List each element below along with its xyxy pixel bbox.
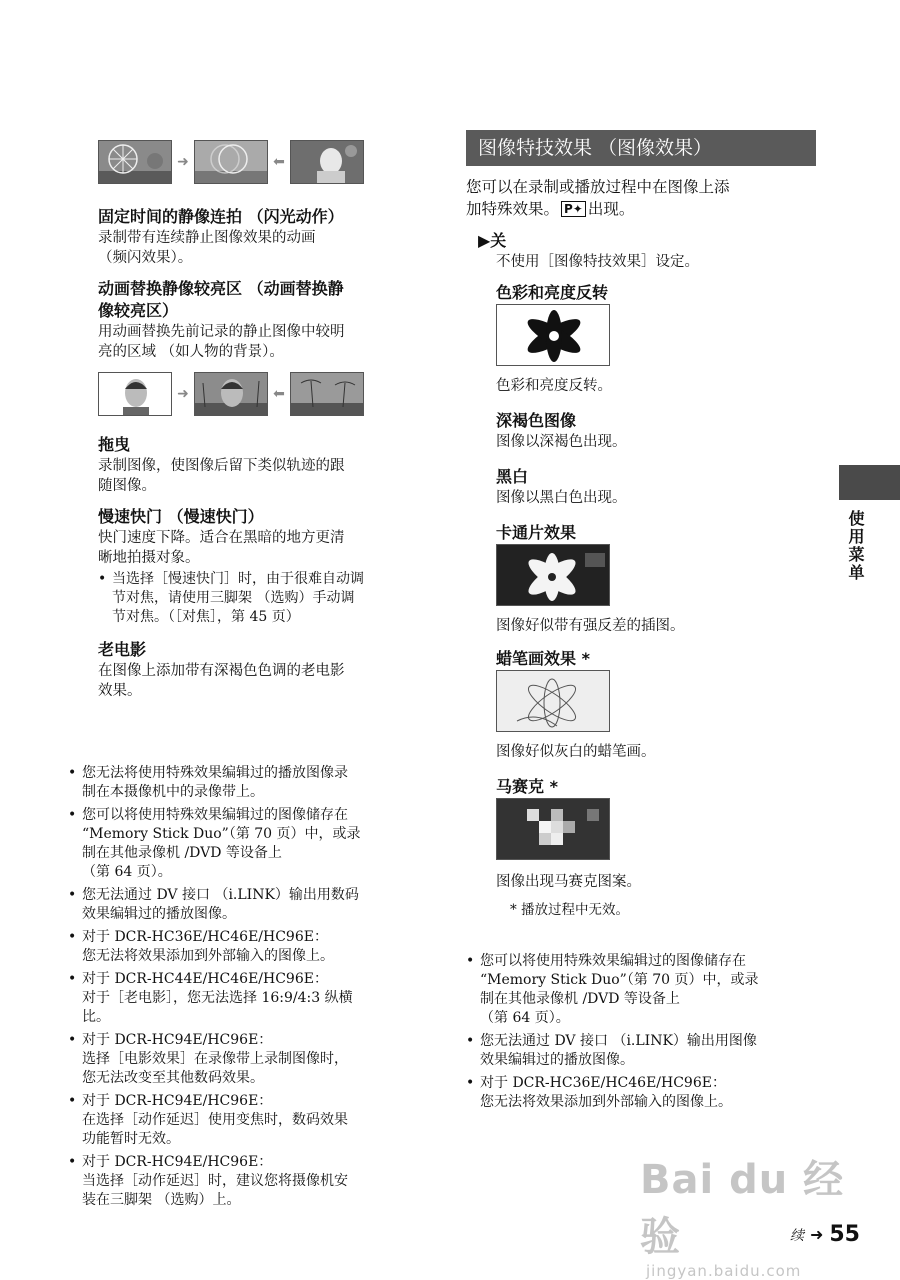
note-item [68, 806, 428, 882]
strobe-desc-line-1: 录制带有连续静止图像效果的动画 [98, 230, 316, 246]
right-notes [466, 952, 826, 1112]
note-line: 您无法将效果添加到外部输入的图像上。 [480, 1094, 732, 1110]
slow-shutter-note [98, 570, 428, 627]
left-column [98, 140, 428, 701]
note-item [68, 1092, 428, 1149]
note-line: • 您可以将使用特殊效果编辑过的图像储存在 [480, 953, 746, 969]
strobe-desc-line-2: （频闪效果）。 [98, 250, 193, 266]
strobe-title: 固定时间的静像连拍 （闪光动作） [98, 207, 344, 226]
intro-line-1: 您可以在录制或播放过程中在图像上添 [466, 178, 730, 196]
lumi-title-line-2: 像较亮区） [98, 301, 179, 320]
note-line: 节对焦，请使用三脚架 （选购）手动调 [112, 590, 355, 606]
solarize-desc: 图像好似带有强反差的插图。 [496, 618, 685, 634]
note-item [466, 1074, 826, 1112]
note-line: • 对于 DCR-HC36E/HC46E/HC96E： [82, 929, 328, 945]
trail-desc-line-2: 随图像。 [98, 478, 156, 494]
strobe-image-strip [98, 140, 428, 184]
lumi-image-strip [98, 372, 428, 416]
note-item [68, 764, 428, 802]
note-line: 制在本摄像机中的录像带上。 [82, 784, 264, 800]
off-label: ▶关 [478, 231, 507, 250]
note-line: 比。 [82, 1009, 110, 1025]
mosaic-image [496, 798, 610, 860]
note-line: 在选择［动作延迟］使用变焦时，数码效果 [82, 1112, 348, 1128]
note-item [466, 1032, 826, 1070]
trail-desc-line-1: 录制图像，使图像后留下类似轨迹的跟 [98, 458, 345, 474]
note-item [466, 952, 826, 1028]
note-line: 您无法将效果添加到外部输入的图像上。 [82, 948, 334, 964]
note-line: 效果编辑过的播放图像。 [82, 906, 236, 922]
intro-text-a: 加特殊效果。 [466, 200, 560, 218]
section-banner: 图像特技效果 （图像效果） [466, 130, 816, 166]
solarize-flower-image [496, 544, 610, 606]
note-line: • 您无法通过 DV 接口 （i.LINK）输出用数码 [82, 887, 359, 903]
trail-title: 拖曳 [98, 435, 131, 454]
side-tab-marker [839, 465, 900, 500]
lumi-desc-line-1: 用动画替换先前记录的静止图像中较明 [98, 324, 345, 340]
note-line: • 您无法将使用特殊效果编辑过的播放图像录 [82, 765, 348, 781]
sepia-title: 深褐色图像 [496, 411, 577, 430]
arrow-right-icon: ➜ [177, 154, 189, 170]
bw-title: 黑白 [496, 467, 529, 486]
solarize-title: 卡通片效果 [496, 523, 577, 542]
watermark-main: Bai du 经验 [640, 1157, 845, 1260]
note-line: • 对于 DCR-HC94E/HC96E： [82, 1093, 273, 1109]
old-movie-title: 老电影 [98, 640, 147, 659]
note-line: 制在其他录像机 /DVD 等设备上 [82, 845, 282, 861]
note-line: • 对于 DCR-HC36E/HC46E/HC96E： [480, 1075, 726, 1091]
mosaic-title: 马赛克 * [496, 777, 558, 796]
page-footer [790, 1222, 860, 1247]
off-desc: 不使用［图像特技效果］设定。 [496, 254, 699, 270]
beach-palm-image [290, 372, 364, 416]
sepia-desc: 图像以深褐色出现。 [496, 434, 627, 450]
note-line: • 您无法通过 DV 接口 （i.LINK）输出用图像 [480, 1033, 757, 1049]
watermark-sub: jingyan.baidu.com [646, 1262, 802, 1280]
note-line: “Memory Stick Duo”（第 70 页）中，或录 [82, 826, 361, 842]
man-beach-image [194, 372, 268, 416]
note-line: • 您可以将使用特殊效果编辑过的图像储存在 [82, 807, 348, 823]
lumi-title-line-1: 动画替换静像较亮区 （动画替换静 [98, 279, 344, 298]
note-item [68, 970, 428, 1027]
left-notes [68, 764, 428, 1210]
note-item [68, 1153, 428, 1210]
note-line: 功能暂时无效。 [82, 1131, 180, 1147]
note-line: 节对焦。（［对焦］，第 45 页） [112, 609, 300, 625]
old-movie-desc-line-2: 效果。 [98, 683, 142, 699]
man-portrait-image [98, 372, 172, 416]
arrow-left-icon: ⬅ [273, 154, 285, 170]
continued-label: 续 [789, 1227, 804, 1244]
note-line: • 对于 DCR-HC94E/HC96E： [82, 1154, 273, 1170]
note-line: 选择［电影效果］在录像带上录制图像时， [82, 1051, 348, 1067]
girl-portrait-image [290, 140, 364, 184]
note-item [68, 886, 428, 924]
lumi-desc-line-2: 亮的区域 （如人物的背景）。 [98, 344, 284, 360]
arrow-left-icon: ⬅ [273, 386, 285, 402]
slow-shutter-title: 慢速快门 （慢速快门） [98, 507, 264, 526]
slow-shutter-desc-line-2: 晰地拍摄对象。 [98, 550, 200, 566]
note-line: • 当选择［慢速快门］时，由于很难自动调 [112, 571, 364, 587]
note-line: （第 64 页）。 [82, 864, 172, 880]
footnote: * 播放过程中无效。 [510, 902, 630, 918]
picture-effect-icon: P✦ [561, 201, 586, 217]
note-line: “Memory Stick Duo”（第 70 页）中，或录 [480, 972, 759, 988]
ferris-wheel-image [98, 140, 172, 184]
slow-shutter-desc-line-1: 快门速度下降。适合在黑暗的地方更清 [98, 530, 345, 546]
intro-text-b: 出现。 [587, 200, 635, 218]
note-line: 您无法改变至其他数码效果。 [82, 1070, 264, 1086]
pastel-flower-image [496, 670, 610, 732]
note-item [68, 928, 428, 966]
note-line: 装在三脚架 （选购）上。 [82, 1192, 241, 1208]
note-line: 对于［老电影］，您无法选择 16:9/4:3 纵横 [82, 990, 353, 1006]
arrow-right-icon: ➜ [177, 386, 189, 402]
note-line: 制在其他录像机 /DVD 等设备上 [480, 991, 680, 1007]
ferris-wheel-strobe-image [194, 140, 268, 184]
side-tab-label: 使用菜单 [846, 510, 865, 582]
negative-title: 色彩和亮度反转 [496, 283, 609, 302]
note-line: • 对于 DCR-HC94E/HC96E： [82, 1032, 273, 1048]
note-line: • 对于 DCR-HC44E/HC46E/HC96E： [82, 971, 328, 987]
mosaic-desc: 图像出现马赛克图案。 [496, 874, 641, 890]
note-item [68, 1031, 428, 1088]
note-line: （第 64 页）。 [480, 1010, 570, 1026]
note-line: 效果编辑过的播放图像。 [480, 1052, 634, 1068]
old-movie-desc-line-1: 在图像上添加带有深褐色色调的老电影 [98, 663, 345, 679]
pastel-desc: 图像好似灰白的蜡笔画。 [496, 744, 656, 760]
pastel-title: 蜡笔画效果 * [496, 649, 590, 668]
intro-line-2 [466, 198, 826, 220]
negative-desc: 色彩和亮度反转。 [496, 378, 612, 394]
right-column [466, 130, 826, 920]
note-line: 当选择［动作延迟］时，建议您将摄像机安 [82, 1173, 348, 1189]
page-number: 55 [829, 1222, 860, 1247]
bw-desc: 图像以黑白色出现。 [496, 490, 627, 506]
arrow-right-icon: ➜ [809, 1225, 824, 1244]
negative-flower-image [496, 304, 610, 366]
